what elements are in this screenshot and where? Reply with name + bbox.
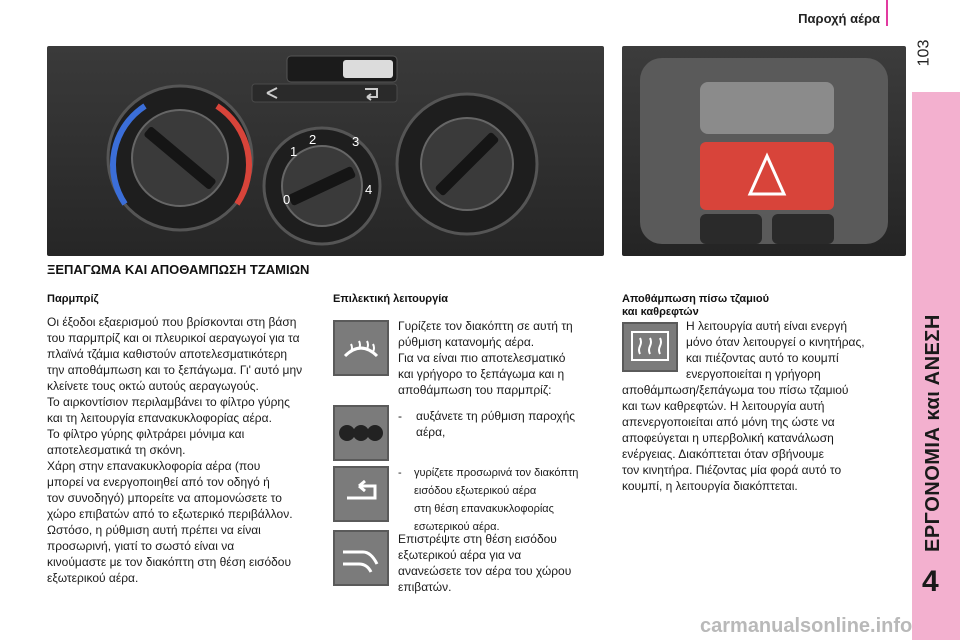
bullet1-dash: - bbox=[398, 409, 402, 423]
chapter-number: 4 bbox=[922, 565, 939, 598]
selective-intro-text: Γυρίζετε τον διακόπτη σε αυτή τη ρύθμιση κατανομής αέρα. Για να είναι πιο αποτελεσματικό και γρήγορο το ξεπάγωμα και η αποθάμπωση του παρμπρίζ: bbox=[398, 319, 573, 397]
selective-outro-text: Επιστρέψτε στη θέση εισόδου εξωτερικού αέρα για να ανανεώσετε τον αέρα του χώρου επιβατών. bbox=[398, 532, 572, 594]
bullet1-text: αυξάνετε τη ρύθμιση παροχής αέρα, bbox=[416, 409, 576, 439]
selective-mode-heading: Επιλεκτική λειτουργία bbox=[333, 293, 449, 305]
rear-demist-heading-2: και καθρεφτών bbox=[622, 306, 699, 318]
page-number: 103 bbox=[915, 39, 933, 67]
bullet2-text: γυρίζετε προσωρινά τον διακόπτη εισόδου εξωτερικού αέρα στη θέση επανακυκλοφορίας εσωτερικού αέρα. bbox=[414, 467, 579, 533]
rear-demist-text-indented: Η λειτουργία αυτή είναι ενεργή μόνο όταν λειτουργεί ο κινητήρας, και πιέζοντας αυτό το κουμπί ενεργοποιείται η γρήγορη bbox=[686, 319, 865, 381]
rear-defrost-button bbox=[700, 214, 762, 244]
climate-panel-photo bbox=[47, 46, 604, 256]
buttons-panel-photo bbox=[622, 46, 906, 256]
dial-label-4: 4 bbox=[365, 182, 373, 197]
watermark: carmanualsonline.info bbox=[700, 615, 913, 637]
section-title: ΞΕΠΑΓΩΜΑ ΚΑΙ ΑΠΟΘΑΜΠΩΣΗ ΤΖΑΜΙΩΝ bbox=[47, 262, 310, 277]
outside-air-icon bbox=[333, 530, 389, 586]
vent-slider bbox=[343, 60, 393, 78]
dial-label-3: 3 bbox=[352, 134, 360, 149]
buttons-panel-illustration bbox=[622, 46, 906, 256]
windscreen-heading: Παρμπρίζ bbox=[47, 293, 99, 305]
windscreen-demist-icon bbox=[333, 320, 389, 376]
rear-demist-heading-1: Αποθάμπωση πίσω τζαμιού bbox=[622, 293, 769, 305]
recirculation-icon bbox=[333, 466, 389, 522]
top-button-pair bbox=[700, 82, 834, 134]
dial-label-0: 0 bbox=[283, 192, 291, 207]
mirror-defrost-button bbox=[772, 214, 834, 244]
chapter-title: ΕΡΓΟΝΟΜΙΑ και ΑΝΕΣΗ bbox=[922, 314, 944, 552]
hazard-button bbox=[700, 142, 834, 210]
windscreen-text: Οι έξοδοι εξαερισμού που βρίσκονται στη βάση του παρμπρίζ και οι πλευρικοί αεραγωγοί για τα πλαϊνά τζάμια καθιστούν αποτελεσματικότερη την αποθάμπωση και το ξεπάγωμα. Γι' αυτό μην κλείνετε τους οκτώ αυτούς αεραγωγούς. Το αιρκοντίσιον περιλαμβάνει το φίλτρο γύρης και τη λειτουργία επανακυκλοφορίας αέρα. Το φίλτρο γύρης φιλτράρει μόνιμα και αποτελεσματικά τη σκόνη. Χάρη στην επανακυκλοφορία αέρα (που μπορεί να ενεργοποιηθεί από τον οδηγό ή τον συνοδηγό) μπορείτε να απομονώσετε το χώρο επιβατών από το εξωτερικό περιβάλλον. Ωστόσο, η ρύθμιση αυτή πρέπει να είναι προσωρινή, γιατί το σωστό είναι να κινούμαστε με τον διακόπτη στη θέση εισόδου εξωτερικού αέρα. bbox=[47, 315, 303, 585]
dial-label-2: 2 bbox=[309, 132, 317, 147]
page-header-title: Παροχή αέρα bbox=[798, 11, 880, 26]
bullet2-dash: - bbox=[398, 467, 402, 479]
header-accent-rule bbox=[886, 0, 888, 26]
rear-demist-text: αποθάμπωση/ξεπάγωμα του πίσω τζαμιού και των καθρεφτών. Η λειτουργία αυτή απενεργοποιείται από μόνη της ώστε να αποφεύγεται η υπερβολική κατανάλωση ενέργειας. Διακόπτεται όταν σβήνουμε τον κινητήρα. Πιέζοντας μία φορά αυτό το κουμπί, η λειτουργία διακόπτεται. bbox=[622, 383, 849, 493]
dial-label-1: 1 bbox=[290, 144, 298, 159]
fan-speed-icon bbox=[333, 405, 389, 461]
recirculation-strip bbox=[252, 84, 397, 102]
rear-window-defrost-icon bbox=[622, 322, 678, 372]
climate-panel-illustration bbox=[47, 46, 604, 256]
